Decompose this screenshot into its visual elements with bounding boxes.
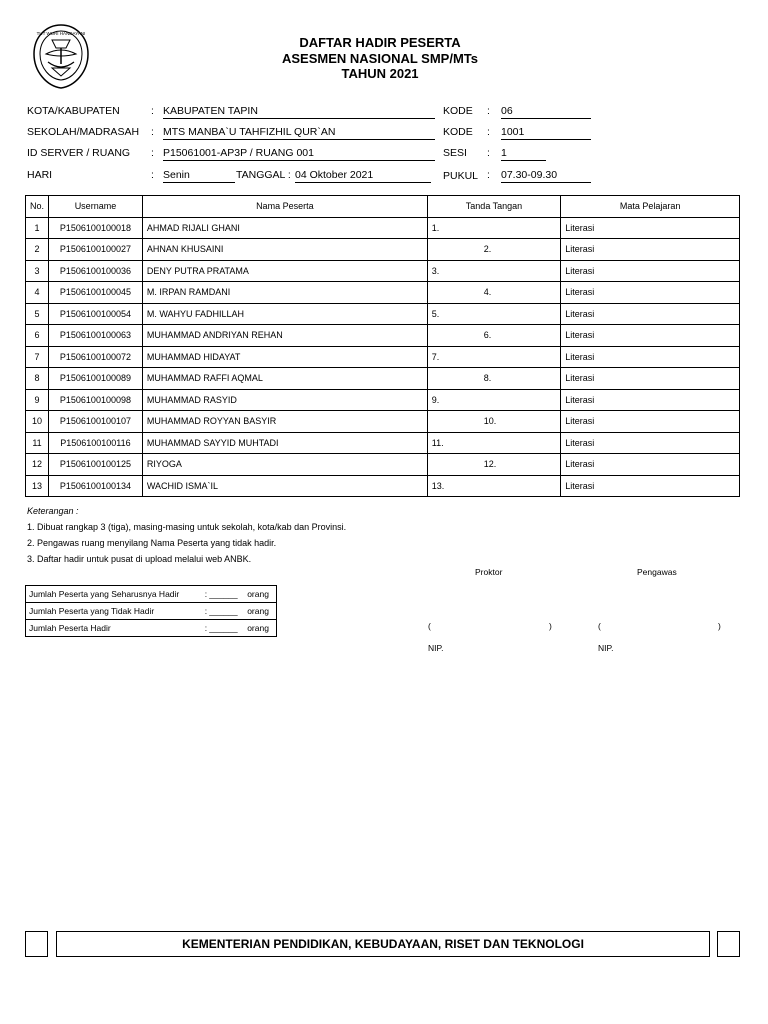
cell-no: 12 (26, 454, 49, 476)
cell-tanda-tangan: 2. (427, 239, 560, 261)
proktor-paren-close: ) (549, 621, 552, 631)
title-line-2: ASESMEN NASIONAL SMP/MTs (282, 51, 478, 66)
cell-nama-peserta: AHNAN KHUSAINI (142, 239, 427, 261)
cell-username: P1506100100107 (49, 411, 143, 433)
summary-row (26, 586, 277, 603)
summary-sep: : (205, 586, 208, 603)
header-mata-pelajaran: Mata Pelajaran (561, 196, 740, 218)
cell-mata-pelajaran: Literasi (561, 282, 740, 304)
kode1-label: KODE (443, 105, 473, 117)
summary-blank: ______ (207, 586, 244, 603)
cell-mata-pelajaran: Literasi (561, 475, 740, 497)
cell-tanda-tangan: 10. (427, 411, 560, 433)
summary-table (25, 585, 277, 637)
cell-mata-pelajaran: Literasi (561, 346, 740, 368)
cell-tanda-tangan: 3. (427, 260, 560, 282)
cell-mata-pelajaran: Literasi (561, 217, 740, 239)
header-tanda-tangan: Tanda Tangan (427, 196, 560, 218)
cell-username: P1506100100027 (49, 239, 143, 261)
proktor-nip: NIP. (428, 643, 444, 653)
cell-mata-pelajaran: Literasi (561, 411, 740, 433)
cell-nama-peserta: AHMAD RIJALI GHANI (142, 217, 427, 239)
cell-username: P1506100100098 (49, 389, 143, 411)
footer-ministry: KEMENTERIAN PENDIDIKAN, KEBUDAYAAN, RISET DAN TEKNOLOGI (56, 931, 710, 957)
cell-username: P1506100100072 (49, 346, 143, 368)
cell-tanda-tangan: 12. (427, 454, 560, 476)
cell-mata-pelajaran: Literasi (561, 325, 740, 347)
sesi-value: 1 (501, 147, 546, 161)
cell-mata-pelajaran: Literasi (561, 239, 740, 261)
cell-tanda-tangan: 6. (427, 325, 560, 347)
cell-nama-peserta: MUHAMMAD ROYYAN BASYIR (142, 411, 427, 433)
cell-no: 7 (26, 346, 49, 368)
cell-tanda-tangan: 8. (427, 368, 560, 390)
table-row (26, 260, 740, 282)
colon: : (487, 169, 490, 181)
tanggal-value: 04 Oktober 2021 (295, 169, 431, 183)
table-row (26, 368, 740, 390)
header-nama-peserta: Nama Peserta (142, 196, 427, 218)
hari-value: Senin (163, 169, 235, 183)
summary-sep: : (205, 603, 208, 620)
cell-no: 1 (26, 217, 49, 239)
header-no: No. (26, 196, 49, 218)
cell-username: P1506100100018 (49, 217, 143, 239)
notes (27, 503, 346, 567)
cell-no: 8 (26, 368, 49, 390)
colon: : (151, 147, 154, 159)
cell-no: 9 (26, 389, 49, 411)
summary-label: Jumlah Peserta Hadir (26, 620, 205, 637)
hari-label: HARI (27, 169, 53, 181)
sesi-label: SESI (443, 147, 467, 159)
cell-nama-peserta: MUHAMMAD ANDRIYAN REHAN (142, 325, 427, 347)
summary-row (26, 603, 277, 620)
table-row (26, 325, 740, 347)
footer-right-box (717, 931, 740, 957)
cell-username: P1506100100116 (49, 432, 143, 454)
cell-no: 6 (26, 325, 49, 347)
colon: : (151, 169, 154, 181)
kode2-value: 1001 (501, 126, 591, 140)
cell-no: 3 (26, 260, 49, 282)
tut-wuri-handayani-logo (30, 22, 92, 90)
cell-no: 4 (26, 282, 49, 304)
notes-title: Keterangan : (27, 506, 79, 516)
title-line-1: DAFTAR HADIR PESERTA (299, 35, 461, 50)
sekolah-value: MTS MANBA`U TAHFIZHIL QUR`AN (163, 126, 435, 140)
cell-username: P1506100100125 (49, 454, 143, 476)
cell-nama-peserta: RIYOGA (142, 454, 427, 476)
proktor-paren-open: ( (428, 621, 431, 631)
title-line-3: TAHUN 2021 (341, 66, 419, 81)
summary-label: Jumlah Peserta yang Seharusnya Hadir (26, 586, 205, 603)
summary-unit: orang (244, 620, 276, 637)
table-row (26, 411, 740, 433)
summary-label: Jumlah Peserta yang Tidak Hadir (26, 603, 205, 620)
cell-no: 5 (26, 303, 49, 325)
colon: : (487, 126, 490, 138)
summary-unit: orang (244, 603, 276, 620)
cell-nama-peserta: MUHAMMAD HIDAYAT (142, 346, 427, 368)
server-value: P15061001-AP3P / RUANG 001 (163, 147, 435, 161)
proktor-label: Proktor (475, 567, 503, 577)
note-item: 1. Dibuat rangkap 3 (tiga), masing-masing untuk sekolah, kota/kab dan Provinsi. (27, 522, 347, 532)
summary-row (26, 620, 277, 637)
cell-username: P1506100100089 (49, 368, 143, 390)
colon: : (151, 105, 154, 117)
cell-mata-pelajaran: Literasi (561, 389, 740, 411)
kota-label: KOTA/KABUPATEN (27, 105, 120, 117)
summary-blank: ______ (207, 603, 244, 620)
cell-nama-peserta: M. WAHYU FADHILLAH (142, 303, 427, 325)
colon: : (487, 147, 490, 159)
cell-nama-peserta: DENY PUTRA PRATAMA (142, 260, 427, 282)
note-item: 3. Daftar hadir untuk pusat di upload melalui web ANBK. (27, 554, 252, 564)
cell-username: P1506100100054 (49, 303, 143, 325)
cell-username: P1506100100063 (49, 325, 143, 347)
table-row (26, 303, 740, 325)
pukul-value: 07.30-09.30 (501, 169, 591, 183)
cell-username: P1506100100036 (49, 260, 143, 282)
attendance-table (25, 195, 740, 497)
pengawas-label: Pengawas (637, 567, 677, 577)
kode2-label: KODE (443, 126, 473, 138)
summary-unit: orang (244, 586, 276, 603)
cell-mata-pelajaran: Literasi (561, 368, 740, 390)
table-row (26, 217, 740, 239)
server-label: ID SERVER / RUANG (27, 147, 131, 159)
cell-mata-pelajaran: Literasi (561, 303, 740, 325)
table-header-row (26, 196, 740, 218)
cell-nama-peserta: MUHAMMAD SAYYID MUHTADI (142, 432, 427, 454)
table-row (26, 389, 740, 411)
cell-no: 13 (26, 475, 49, 497)
table-row (26, 282, 740, 304)
pengawas-nip: NIP. (598, 643, 614, 653)
header-username: Username (49, 196, 143, 218)
cell-no: 10 (26, 411, 49, 433)
note-item: 2. Pengawas ruang menyilang Nama Peserta yang tidak hadir. (27, 538, 277, 548)
pukul-label: PUKUL (443, 170, 479, 182)
sekolah-label: SEKOLAH/MADRASAH (27, 126, 140, 138)
cell-no: 11 (26, 432, 49, 454)
table-row (26, 346, 740, 368)
footer-left-box (25, 931, 48, 957)
colon: : (151, 126, 154, 138)
svg-text:TUT WURI HANDAYANI: TUT WURI HANDAYANI (36, 31, 86, 36)
cell-nama-peserta: WACHID ISMA`IL (142, 475, 427, 497)
summary-blank: ______ (207, 620, 244, 637)
pengawas-paren-open: ( (598, 621, 601, 631)
table-row (26, 475, 740, 497)
cell-username: P1506100100134 (49, 475, 143, 497)
colon: : (487, 105, 490, 117)
kode1-value: 06 (501, 105, 591, 119)
table-row (26, 432, 740, 454)
cell-username: P1506100100045 (49, 282, 143, 304)
cell-tanda-tangan: 11. (427, 432, 560, 454)
cell-nama-peserta: MUHAMMAD RASYID (142, 389, 427, 411)
tanggal-label: TANGGAL : (236, 169, 291, 181)
kota-value: KABUPATEN TAPIN (163, 105, 435, 119)
cell-tanda-tangan: 5. (427, 303, 560, 325)
cell-nama-peserta: MUHAMMAD RAFFI AQMAL (142, 368, 427, 390)
cell-mata-pelajaran: Literasi (561, 260, 740, 282)
table-row (26, 454, 740, 476)
cell-no: 2 (26, 239, 49, 261)
cell-tanda-tangan: 9. (427, 389, 560, 411)
cell-tanda-tangan: 13. (427, 475, 560, 497)
cell-tanda-tangan: 7. (427, 346, 560, 368)
cell-tanda-tangan: 1. (427, 217, 560, 239)
cell-mata-pelajaran: Literasi (561, 454, 740, 476)
summary-sep: : (205, 620, 208, 637)
cell-mata-pelajaran: Literasi (561, 432, 740, 454)
table-row (26, 239, 740, 261)
cell-nama-peserta: M. IRPAN RAMDANI (142, 282, 427, 304)
cell-tanda-tangan: 4. (427, 282, 560, 304)
pengawas-paren-close: ) (718, 621, 721, 631)
